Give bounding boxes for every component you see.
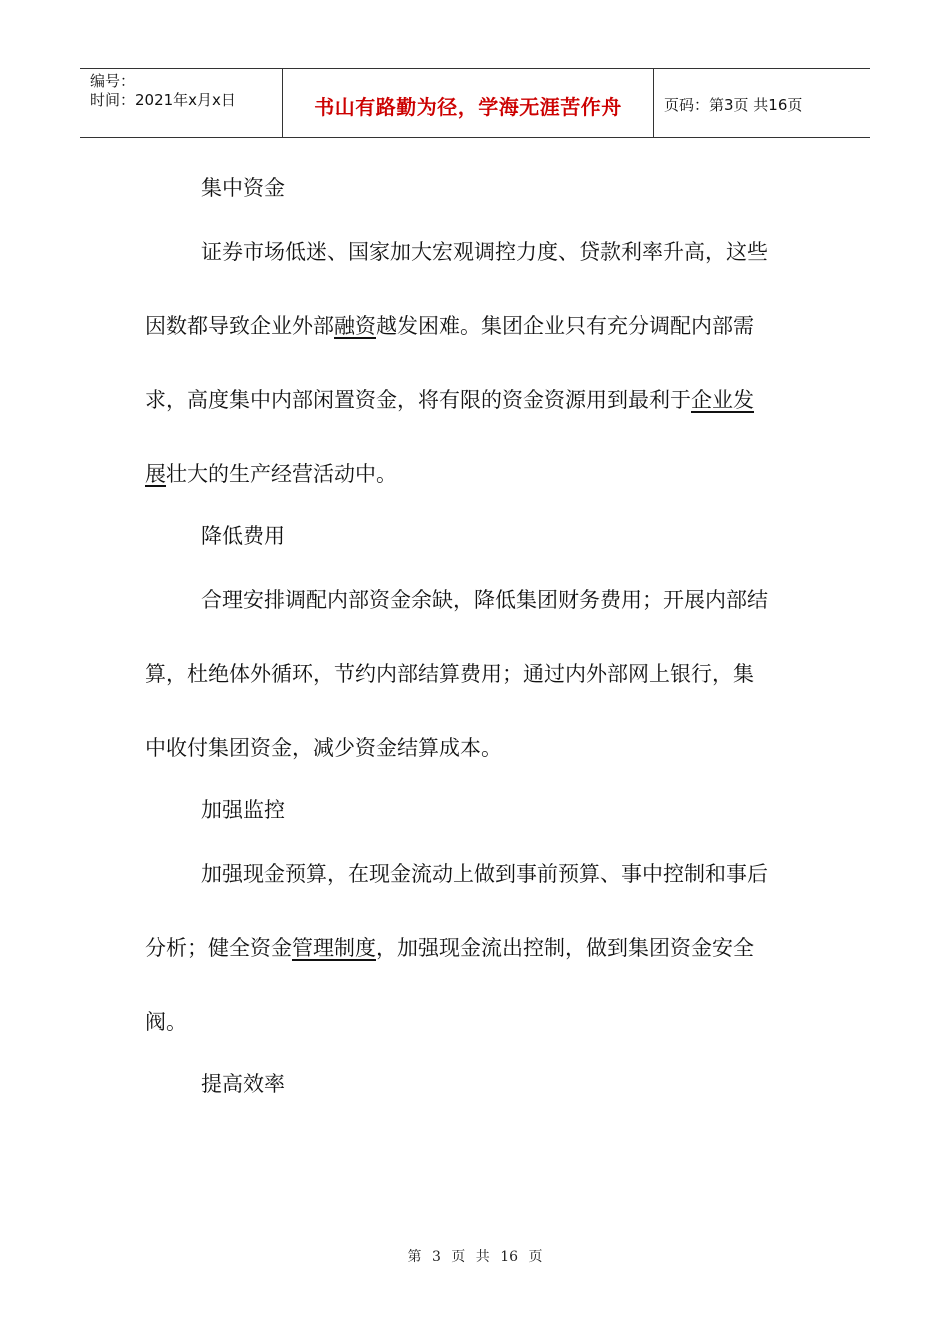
paragraph-line bbox=[145, 932, 754, 962]
paragraph-line bbox=[145, 1006, 187, 1036]
link-enterprise-development[interactable]: 企业发 bbox=[691, 388, 754, 412]
text-run: 合理安排调配内部资金余缺，降低集团财务费用；开展内部结 bbox=[201, 588, 768, 612]
section-heading-reduce-costs: 降低费用 bbox=[201, 524, 285, 548]
text-run: ，加强现金流出控制，做到集团资金安全 bbox=[376, 936, 754, 960]
text-run: 求，高度集中内部闲置资金，将有限的资金资源用到最利于 bbox=[145, 388, 691, 412]
paragraph-line bbox=[201, 236, 768, 266]
header-page-info-cell bbox=[654, 69, 870, 137]
paragraph-line bbox=[145, 658, 754, 688]
page-footer bbox=[0, 1246, 950, 1266]
paragraph-line bbox=[145, 732, 502, 762]
paragraph-line bbox=[145, 458, 397, 488]
header-meta bbox=[80, 69, 282, 137]
header-motto: 书山有路勤为径，学海无涯苦作舟 bbox=[314, 94, 622, 119]
link-enterprise-development-cont[interactable]: 展 bbox=[145, 462, 166, 486]
paragraph-line bbox=[145, 310, 754, 340]
text-run: 阀。 bbox=[145, 1010, 187, 1034]
section-heading-strengthen-monitoring: 加强监控 bbox=[201, 798, 285, 822]
header-page-info: 页码：第3页 共16页 bbox=[664, 95, 803, 114]
document-time-label: 时间：2021年x月x日 bbox=[90, 91, 236, 109]
text-run: 越发困难。集团企业只有充分调配内部需 bbox=[376, 314, 754, 338]
paragraph-line bbox=[201, 584, 768, 614]
text-run: 分析；健全资金 bbox=[145, 936, 292, 960]
text-run: 证券市场低迷、国家加大宏观调控力度、贷款利率升高，这些 bbox=[201, 240, 768, 264]
document-number-label: 编号： bbox=[90, 72, 136, 90]
text-run: 算，杜绝体外循环，节约内部结算费用；通过内外部网上银行，集 bbox=[145, 662, 754, 686]
text-run: 中收付集团资金，减少资金结算成本。 bbox=[145, 736, 502, 760]
paragraph-line bbox=[145, 384, 754, 414]
header-motto-cell bbox=[282, 69, 654, 137]
section-heading-improve-efficiency: 提高效率 bbox=[201, 1072, 285, 1096]
footer-page-number: 第 3 页 共 16 页 bbox=[407, 1249, 543, 1265]
paragraph-line bbox=[201, 858, 768, 888]
text-run: 因数都导致企业外部 bbox=[145, 314, 334, 338]
text-run: 壮大的生产经营活动中。 bbox=[166, 462, 397, 486]
text-run: 加强现金预算，在现金流动上做到事前预算、事中控制和事后 bbox=[201, 862, 768, 886]
link-management-system[interactable]: 管理制度 bbox=[292, 936, 376, 960]
header-table bbox=[80, 68, 870, 138]
link-financing[interactable]: 融资 bbox=[334, 314, 376, 338]
section-heading-concentrate-funds: 集中资金 bbox=[201, 176, 285, 200]
